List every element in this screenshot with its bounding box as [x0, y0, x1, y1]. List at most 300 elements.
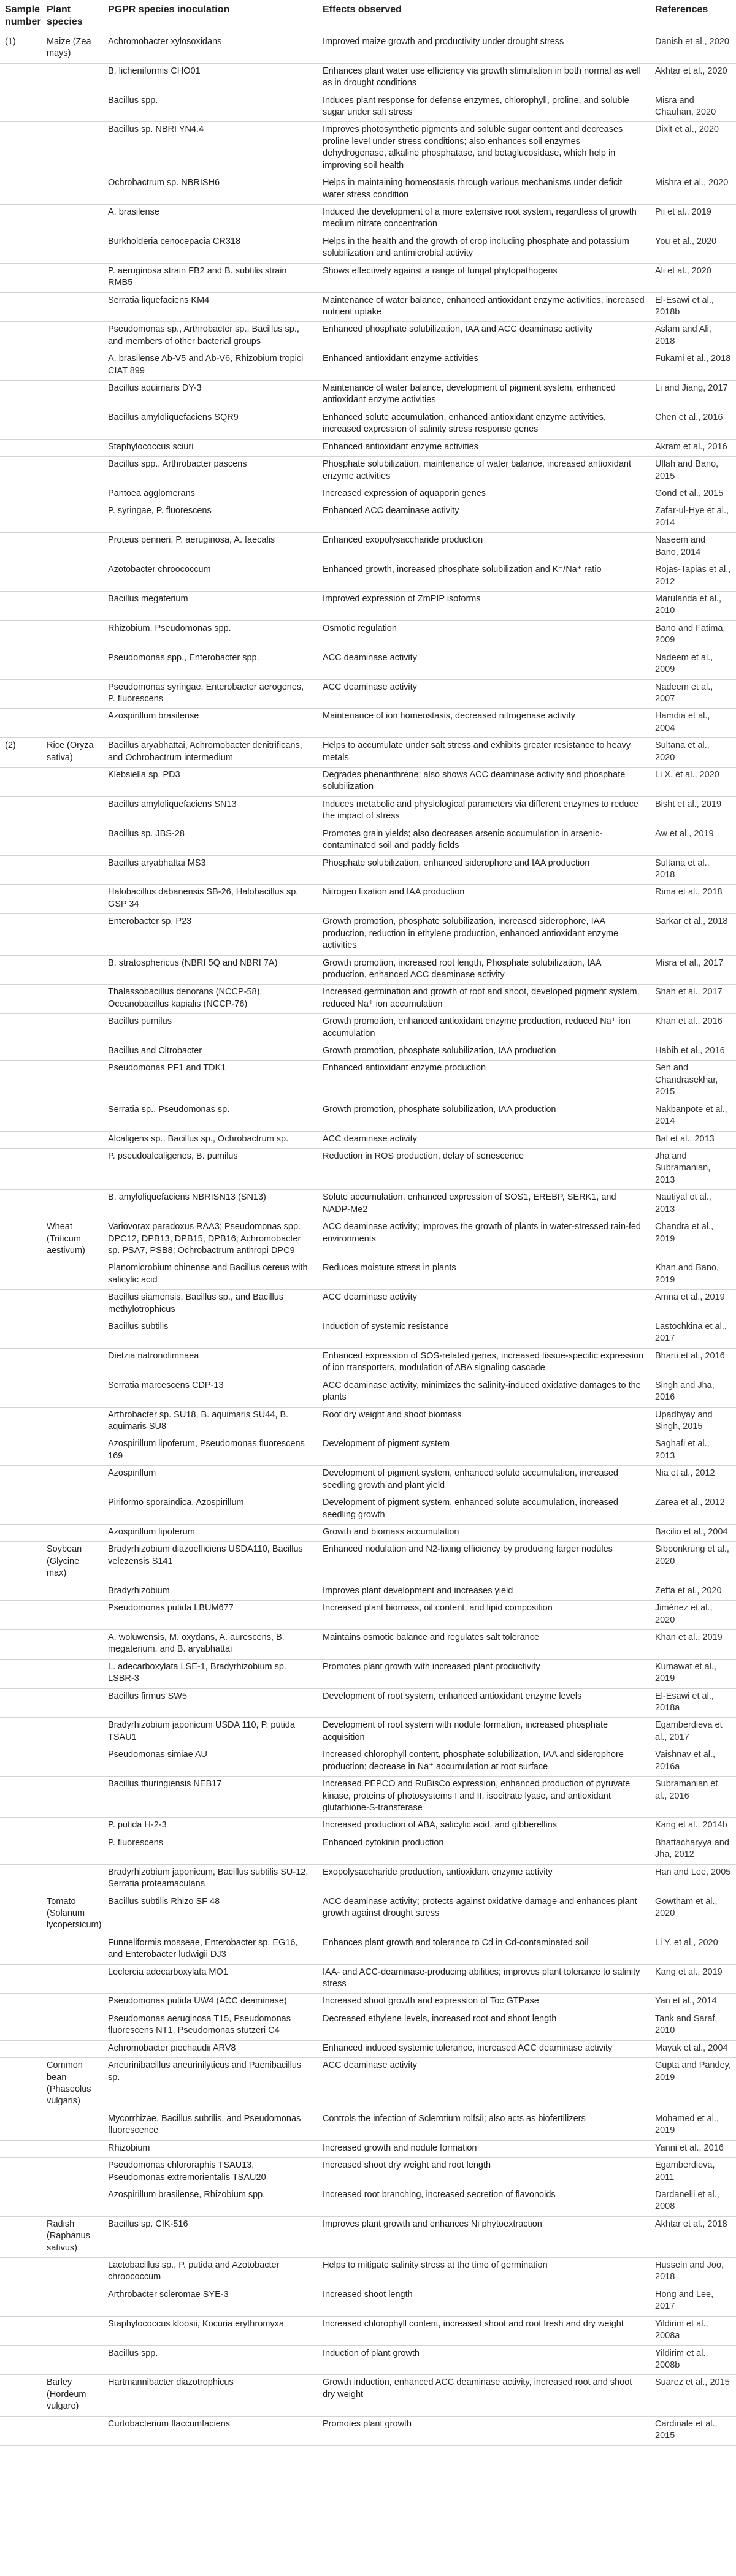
plant-species-cell	[42, 1190, 103, 1219]
table-row	[0, 410, 736, 439]
effects-cell: Growth promotion, phosphate solubilization, IAA production	[318, 1102, 650, 1131]
reference-cell: Khan and Bano, 2019	[650, 1260, 736, 1290]
reference-cell: Amna et al., 2019	[650, 1290, 736, 1319]
plant-species-cell	[42, 1102, 103, 1131]
table-row	[0, 2058, 736, 2111]
table-row	[0, 1102, 736, 1131]
reference-cell: Danish et al., 2020	[650, 34, 736, 63]
effects-cell: ACC deaminase activity; improves the growth of plants in water-stressed rain-fed environments	[318, 1219, 650, 1260]
plant-species-cell	[42, 439, 103, 456]
inoculation-cell: Bacillus firmus SW5	[103, 1688, 318, 1718]
reference-cell: Vaishnav et al., 2016a	[650, 1747, 736, 1777]
effects-cell: Induces plant response for defense enzymes, chlorophyll, proline, and soluble sugar under salt stress	[318, 93, 650, 122]
sample-number-cell	[0, 2058, 42, 2111]
plant-species-cell	[42, 1436, 103, 1466]
inoculation-cell: Bacillus spp.	[103, 93, 318, 122]
inoculation-cell: Hartmannibacter diazotrophicus	[103, 2375, 318, 2416]
effects-cell: ACC deaminase activity	[318, 1290, 650, 1319]
inoculation-cell: P. putida H-2-3	[103, 1818, 318, 1835]
sample-number-cell	[0, 1583, 42, 1600]
plant-species-cell	[42, 955, 103, 985]
effects-cell: Decreased ethylene levels, increased root and shoot length	[318, 2011, 650, 2040]
inoculation-cell: Bacillus subtilis Rhizo SF 48	[103, 1894, 318, 1935]
reference-cell: Sibponkrung et al., 2020	[650, 1542, 736, 1583]
table-row	[0, 1290, 736, 1319]
inoculation-cell: Arthrobacter sp. SU18, B. aquimaris SU44, B. aquimaris SU8	[103, 1407, 318, 1436]
reference-cell: Nautiyal et al., 2013	[650, 1190, 736, 1219]
effects-cell: Development of pigment system, enhanced solute accumulation, increased seedling growth and plant yield	[318, 1466, 650, 1495]
reference-cell: Habib et al., 2016	[650, 1043, 736, 1061]
plant-species-cell	[42, 1935, 103, 1964]
inoculation-cell: Azospirillum brasilense, Rhizobium spp.	[103, 2187, 318, 2216]
plant-species-cell	[42, 410, 103, 439]
sample-number-cell	[0, 2216, 42, 2257]
inoculation-cell: Bacillus amyloliquefaciens SN13	[103, 796, 318, 826]
effects-cell: Increased expression of aquaporin genes	[318, 486, 650, 503]
plant-species-cell	[42, 1407, 103, 1436]
effects-cell: Reduction in ROS production, delay of senescence	[318, 1149, 650, 1190]
table-row	[0, 175, 736, 205]
sample-number-cell	[0, 1290, 42, 1319]
reference-cell: Jha and Subramanian, 2013	[650, 1149, 736, 1190]
sample-number-cell	[0, 1149, 42, 1190]
table-row	[0, 1466, 736, 1495]
effects-cell: Promotes grain yields; also decreases arsenic accumulation in arsenic-contaminated soil and paddy fields	[318, 826, 650, 855]
reference-cell: Rima et al., 2018	[650, 885, 736, 914]
inoculation-cell: Pseudomonas simiae AU	[103, 1747, 318, 1777]
table-row	[0, 2345, 736, 2375]
sample-number-cell	[0, 351, 42, 381]
sample-number-cell	[0, 1542, 42, 1583]
reference-cell: Hong and Lee, 2017	[650, 2287, 736, 2316]
reference-cell: Misra and Chauhan, 2020	[650, 93, 736, 122]
sample-number-cell: (1)	[0, 34, 42, 63]
plant-species-cell: Wheat (Triticum aestivum)	[42, 1219, 103, 1260]
table-row	[0, 2287, 736, 2316]
table-row	[0, 914, 736, 955]
plant-species-cell	[42, 1964, 103, 1994]
sample-number-cell	[0, 2140, 42, 2157]
effects-cell: Growth promotion, phosphate solubilization, IAA production	[318, 1043, 650, 1061]
table-row	[0, 2416, 736, 2445]
sample-number-cell	[0, 768, 42, 797]
sample-number-cell: (2)	[0, 738, 42, 768]
table-row	[0, 34, 736, 63]
table-row	[0, 1190, 736, 1219]
inoculation-cell: Bacillus spp., Arthrobacter pascens	[103, 457, 318, 486]
sample-number-cell	[0, 439, 42, 456]
reference-cell: Subramanian et al., 2016	[650, 1777, 736, 1818]
reference-cell: Akram et al., 2016	[650, 439, 736, 456]
inoculation-cell: Arthrobacter scleromae SYE-3	[103, 2287, 318, 2316]
effects-cell: Development of root system with nodule formation, increased phosphate acquisition	[318, 1718, 650, 1747]
table-row	[0, 1407, 736, 1436]
table-row	[0, 1542, 736, 1583]
plant-species-cell: Soybean (Glycine max)	[42, 1542, 103, 1583]
plant-species-cell	[42, 263, 103, 292]
table-row	[0, 1864, 736, 1894]
inoculation-cell: Leclercia adecarboxylata MO1	[103, 1964, 318, 1994]
table-row	[0, 1688, 736, 1718]
effects-cell: Solute accumulation, enhanced expression of SOS1, EREBP, SERK1, and NADP-Me2	[318, 1190, 650, 1219]
plant-species-cell	[42, 1994, 103, 2011]
plant-species-cell	[42, 1466, 103, 1495]
table-row	[0, 1964, 736, 1994]
inoculation-cell: Proteus penneri, P. aeruginosa, A. faecalis	[103, 533, 318, 562]
effects-cell: Growth and biomass accumulation	[318, 1524, 650, 1541]
inoculation-cell: Enterobacter sp. P23	[103, 914, 318, 955]
reference-cell: Gupta and Pandey, 2019	[650, 2058, 736, 2111]
effects-cell: Growth promotion, increased root length, Phosphate solubilization, IAA production, enhanced ACC deaminase activity	[318, 955, 650, 985]
effects-cell: Increased plant biomass, oil content, and lipid composition	[318, 1601, 650, 1630]
reference-cell: Li and Jiang, 2017	[650, 381, 736, 410]
effects-cell: Exopolysaccharide production, antioxidant enzyme activity	[318, 1864, 650, 1894]
sample-number-cell	[0, 234, 42, 263]
plant-species-cell	[42, 1777, 103, 1818]
plant-species-cell	[42, 768, 103, 797]
sample-number-cell	[0, 63, 42, 93]
reference-cell: Shah et al., 2017	[650, 985, 736, 1014]
sample-number-cell	[0, 2158, 42, 2187]
reference-cell: Akhtar et al., 2018	[650, 2216, 736, 2257]
sample-number-cell	[0, 591, 42, 620]
reference-cell: Yanni et al., 2016	[650, 2140, 736, 2157]
table-row	[0, 679, 736, 709]
inoculation-cell: Aneurinibacillus aneurinilyticus and Paenibacillus sp.	[103, 2058, 318, 2111]
effects-cell: Enhanced nodulation and N2-fixing efficiency by producing larger nodules	[318, 1542, 650, 1583]
sample-number-cell	[0, 1495, 42, 1525]
reference-cell: You et al., 2020	[650, 234, 736, 263]
table-row	[0, 1149, 736, 1190]
sample-number-cell	[0, 263, 42, 292]
sample-number-cell	[0, 1835, 42, 1864]
inoculation-cell: Serratia liquefaciens KM4	[103, 292, 318, 322]
sample-number-cell	[0, 533, 42, 562]
plant-species-cell	[42, 885, 103, 914]
effects-cell: Enhanced phosphate solubilization, IAA and ACC deaminase activity	[318, 322, 650, 351]
effects-cell: Induction of plant growth	[318, 2345, 650, 2375]
inoculation-cell: Pseudomonas PF1 and TDK1	[103, 1061, 318, 1102]
effects-cell: Degrades phenanthrene; also shows ACC deaminase activity and phosphate solubilization	[318, 768, 650, 797]
table-row	[0, 1043, 736, 1061]
header-effects: Effects observed	[318, 0, 650, 34]
table-row	[0, 826, 736, 855]
plant-species-cell	[42, 914, 103, 955]
plant-species-cell	[42, 1014, 103, 1043]
inoculation-cell: Staphylococcus sciuri	[103, 439, 318, 456]
reference-cell: Yan et al., 2014	[650, 1994, 736, 2011]
sample-number-cell	[0, 410, 42, 439]
table-row	[0, 1219, 736, 1260]
reference-cell: Naseem and Bano, 2014	[650, 533, 736, 562]
plant-species-cell	[42, 591, 103, 620]
inoculation-cell: Achromobacter piechaudii ARV8	[103, 2040, 318, 2057]
table-row	[0, 292, 736, 322]
inoculation-cell: B. stratosphericus (NBRI 5Q and NBRI 7A)	[103, 955, 318, 985]
table-row	[0, 93, 736, 122]
inoculation-cell: Dietzia natronolimnaea	[103, 1348, 318, 1378]
inoculation-cell: Azospirillum	[103, 1466, 318, 1495]
plant-species-cell	[42, 1290, 103, 1319]
inoculation-cell: Pantoea agglomerans	[103, 486, 318, 503]
inoculation-cell: Pseudomonas aeruginosa T15, Pseudomonas fluorescens NT1, Pseudomonas stutzeri C4	[103, 2011, 318, 2040]
table-row	[0, 955, 736, 985]
effects-cell: Phosphate solubilization, maintenance of water balance, increased antioxidant enzyme activities	[318, 457, 650, 486]
plant-species-cell	[42, 1718, 103, 1747]
header-inoculation: PGPR species inoculation	[103, 0, 318, 34]
sample-number-cell	[0, 826, 42, 855]
effects-cell: Increased PEPCO and RuBisCo expression, enhanced production of pyruvate kinase, proteins of photosystems I and II, isocitrate lyase, and antioxidant glutathione-S-transferase	[318, 1777, 650, 1818]
effects-cell: Shows effectively against a range of fungal phytopathogens	[318, 263, 650, 292]
effects-cell: Controls the infection of Sclerotium rolfsii; also acts as biofertilizers	[318, 2111, 650, 2140]
reference-cell: El-Esawi et al., 2018b	[650, 292, 736, 322]
table-row	[0, 1319, 736, 1349]
inoculation-cell: Halobacillus dabanensis SB-26, Halobacillus sp. GSP 34	[103, 885, 318, 914]
sample-number-cell	[0, 1131, 42, 1148]
reference-cell: Yildirim et al., 2008a	[650, 2316, 736, 2345]
inoculation-cell: Bacillus sp. NBRI YN4.4	[103, 122, 318, 175]
inoculation-cell: Pseudomonas putida LBUM677	[103, 1601, 318, 1630]
inoculation-cell: Bacillus pumilus	[103, 1014, 318, 1043]
inoculation-cell: Bacillus thuringiensis NEB17	[103, 1777, 318, 1818]
plant-species-cell	[42, 322, 103, 351]
plant-species-cell	[42, 503, 103, 533]
plant-species-cell	[42, 826, 103, 855]
sample-number-cell	[0, 2040, 42, 2057]
table-row	[0, 1935, 736, 1964]
sample-number-cell	[0, 1190, 42, 1219]
table-row	[0, 457, 736, 486]
table-row	[0, 650, 736, 679]
sample-number-cell	[0, 1014, 42, 1043]
table-row	[0, 620, 736, 650]
table-row	[0, 1718, 736, 1747]
sample-number-cell	[0, 457, 42, 486]
plant-species-cell	[42, 93, 103, 122]
effects-cell: Enhanced expression of SOS-related genes, increased tissue-specific expression of ion transporters, modulation of ABA signaling cascade	[318, 1348, 650, 1378]
sample-number-cell	[0, 679, 42, 709]
inoculation-cell: L. adecarboxylata LSE-1, Bradyrhizobium sp. LSBR-3	[103, 1659, 318, 1688]
plant-species-cell: Maize (Zea mays)	[42, 34, 103, 63]
table-row	[0, 486, 736, 503]
plant-species-cell	[42, 1835, 103, 1864]
plant-species-cell	[42, 2111, 103, 2140]
sample-number-cell	[0, 93, 42, 122]
plant-species-cell	[42, 1688, 103, 1718]
table-row	[0, 2111, 736, 2140]
table-row	[0, 1894, 736, 1935]
plant-species-cell	[42, 381, 103, 410]
reference-cell: Dardanelli et al., 2008	[650, 2187, 736, 2216]
sample-number-cell	[0, 709, 42, 738]
plant-species-cell: Rice (Oryza sativa)	[42, 738, 103, 768]
inoculation-cell: Bacillus aquimaris DY-3	[103, 381, 318, 410]
table-row	[0, 263, 736, 292]
table-row	[0, 2216, 736, 2257]
table-row	[0, 122, 736, 175]
sample-number-cell	[0, 1102, 42, 1131]
reference-cell: Yildirim et al., 2008b	[650, 2345, 736, 2375]
reference-cell: Lastochkina et al., 2017	[650, 1319, 736, 1349]
reference-cell: Rojas-Tapias et al., 2012	[650, 562, 736, 592]
plant-species-cell: Tomato (Solanum lycopersicum)	[42, 1894, 103, 1935]
inoculation-cell: Azospirillum brasilense	[103, 709, 318, 738]
sample-number-cell	[0, 175, 42, 205]
reference-cell: Marulanda et al., 2010	[650, 591, 736, 620]
table-row	[0, 768, 736, 797]
reference-cell: Gond et al., 2015	[650, 486, 736, 503]
table-row	[0, 1747, 736, 1777]
inoculation-cell: Variovorax paradoxus RAA3; Pseudomonas spp. DPC12, DPB13, DPB15, DPB16; Achromobacter sp. PSA7, PSB8; Ochrobactrum anthropi DPC9	[103, 1219, 318, 1260]
effects-cell: Osmotic regulation	[318, 620, 650, 650]
reference-cell: Bal et al., 2013	[650, 1131, 736, 1148]
plant-species-cell	[42, 234, 103, 263]
effects-cell: ACC deaminase activity	[318, 2058, 650, 2111]
reference-cell: Kumawat et al., 2019	[650, 1659, 736, 1688]
inoculation-cell: Bacillus sp. JBS-28	[103, 826, 318, 855]
plant-species-cell	[42, 1629, 103, 1659]
effects-cell: Induces metabolic and physiological parameters via different enzymes to reduce the impact of stress	[318, 796, 650, 826]
plant-species-cell	[42, 2258, 103, 2287]
table-row	[0, 1818, 736, 1835]
reference-cell: Jiménez et al., 2020	[650, 1601, 736, 1630]
plant-species-cell	[42, 1131, 103, 1148]
inoculation-cell: Pseudomonas spp., Enterobacter spp.	[103, 650, 318, 679]
effects-cell: Development of pigment system, enhanced solute accumulation, increased seedling growth	[318, 1495, 650, 1525]
plant-species-cell	[42, 1348, 103, 1378]
inoculation-cell: Bacillus siamensis, Bacillus sp., and Bacillus methylotrophicus	[103, 1290, 318, 1319]
sample-number-cell	[0, 2011, 42, 2040]
reference-cell: Aslam and Ali, 2018	[650, 322, 736, 351]
effects-cell: ACC deaminase activity, minimizes the salinity-induced oxidative damages to the plants	[318, 1378, 650, 1407]
header-references: References	[650, 0, 736, 34]
plant-species-cell	[42, 985, 103, 1014]
effects-cell: ACC deaminase activity	[318, 679, 650, 709]
table-row	[0, 1835, 736, 1864]
effects-cell: Helps in maintaining homeostasis through various mechanisms under deficit water stress condition	[318, 175, 650, 205]
inoculation-cell: Pseudomonas sp., Arthrobacter sp., Bacillus sp., and members of other bacterial groups	[103, 322, 318, 351]
reference-cell: Bharti et al., 2016	[650, 1348, 736, 1378]
sample-number-cell	[0, 1524, 42, 1541]
effects-cell: Enhanced solute accumulation, enhanced antioxidant enzyme activities, increased expression of salinity stress response genes	[318, 410, 650, 439]
plant-species-cell	[42, 1583, 103, 1600]
sample-number-cell	[0, 1219, 42, 1260]
sample-number-cell	[0, 2375, 42, 2416]
plant-species-cell	[42, 2140, 103, 2157]
reference-cell: Kang et al., 2014b	[650, 1818, 736, 1835]
sample-number-cell	[0, 885, 42, 914]
reference-cell: Singh and Jha, 2016	[650, 1378, 736, 1407]
reference-cell: Chandra et al., 2019	[650, 1219, 736, 1260]
plant-species-cell	[42, 2316, 103, 2345]
table-row	[0, 2258, 736, 2287]
inoculation-cell: Pseudomonas syringae, Enterobacter aerogenes, P. fluorescens	[103, 679, 318, 709]
header-sample-number: Sample number	[0, 0, 42, 34]
effects-cell: Maintains osmotic balance and regulates salt tolerance	[318, 1629, 650, 1659]
inoculation-cell: Alcaligens sp., Bacillus sp., Ochrobactrum sp.	[103, 1131, 318, 1148]
inoculation-cell: Bacillus spp.	[103, 2345, 318, 2375]
inoculation-cell: Bacillus subtilis	[103, 1319, 318, 1349]
inoculation-cell: Bacillus amyloliquefaciens SQR9	[103, 410, 318, 439]
reference-cell: Cardinale et al., 2015	[650, 2416, 736, 2445]
table-row	[0, 985, 736, 1014]
plant-species-cell	[42, 650, 103, 679]
plant-species-cell	[42, 533, 103, 562]
table-row	[0, 562, 736, 592]
plant-species-cell	[42, 292, 103, 322]
plant-species-cell	[42, 1818, 103, 1835]
table-row	[0, 1524, 736, 1541]
reference-cell: Li Y. et al., 2020	[650, 1935, 736, 1964]
table-row	[0, 439, 736, 456]
plant-species-cell	[42, 1495, 103, 1525]
reference-cell: Bisht et al., 2019	[650, 796, 736, 826]
plant-species-cell	[42, 486, 103, 503]
effects-cell: Enhanced induced systemic tolerance, increased ACC deaminase activity	[318, 2040, 650, 2057]
inoculation-cell: Pseudomonas putida UW4 (ACC deaminase)	[103, 1994, 318, 2011]
effects-cell: Enhanced antioxidant enzyme activities	[318, 439, 650, 456]
plant-species-cell	[42, 1378, 103, 1407]
sample-number-cell	[0, 1718, 42, 1747]
inoculation-cell: A. woluwensis, M. oxydans, A. aurescens, B. megaterium, and B. aryabhattai	[103, 1629, 318, 1659]
table-row	[0, 1994, 736, 2011]
reference-cell: El-Esawi et al., 2018a	[650, 1688, 736, 1718]
table-row	[0, 1659, 736, 1688]
effects-cell: Improved expression of ZmPIP isoforms	[318, 591, 650, 620]
inoculation-cell: Bradyrhizobium diazoefficiens USDA110, Bacillus velezensis S141	[103, 1542, 318, 1583]
reference-cell: Khan et al., 2019	[650, 1629, 736, 1659]
reference-cell: Li X. et al., 2020	[650, 768, 736, 797]
plant-species-cell	[42, 122, 103, 175]
effects-cell: Promotes plant growth	[318, 2416, 650, 2445]
plant-species-cell	[42, 63, 103, 93]
plant-species-cell	[42, 2011, 103, 2040]
sample-number-cell	[0, 122, 42, 175]
plant-species-cell: Common bean (Phaseolus vulgaris)	[42, 2058, 103, 2111]
sample-number-cell	[0, 562, 42, 592]
inoculation-cell: P. fluorescens	[103, 1835, 318, 1864]
inoculation-cell: Azotobacter chroococcum	[103, 562, 318, 592]
inoculation-cell: P. syringae, P. fluorescens	[103, 503, 318, 533]
inoculation-cell: Bradyrhizobium japonicum USDA 110, P. putida TSAU1	[103, 1718, 318, 1747]
reference-cell: Gowtham et al., 2020	[650, 1894, 736, 1935]
reference-cell: Egamberdieva, 2011	[650, 2158, 736, 2187]
plant-species-cell	[42, 855, 103, 885]
inoculation-cell: P. pseudoalcaligenes, B. pumilus	[103, 1149, 318, 1190]
inoculation-cell: Bradyrhizobium japonicum, Bacillus subtilis SU-12, Serratia proteamaculans	[103, 1864, 318, 1894]
reference-cell: Nadeem et al., 2009	[650, 650, 736, 679]
effects-cell: Enhanced ACC deaminase activity	[318, 503, 650, 533]
effects-cell: Increased chlorophyll content, increased shoot and root fresh and dry weight	[318, 2316, 650, 2345]
sample-number-cell	[0, 620, 42, 650]
table-row	[0, 1436, 736, 1466]
table-row	[0, 1583, 736, 1600]
effects-cell: Increased shoot growth and expression of Toc GTPase	[318, 1994, 650, 2011]
reference-cell: Chen et al., 2016	[650, 410, 736, 439]
sample-number-cell	[0, 1777, 42, 1818]
reference-cell: Mishra et al., 2020	[650, 175, 736, 205]
table-row	[0, 234, 736, 263]
reference-cell: Nadeem et al., 2007	[650, 679, 736, 709]
table-row	[0, 63, 736, 93]
effects-cell: Nitrogen fixation and IAA production	[318, 885, 650, 914]
reference-cell: Zafar-ul-Hye et al., 2014	[650, 503, 736, 533]
plant-species-cell	[42, 175, 103, 205]
effects-cell: Enhances plant growth and tolerance to Cd in Cd-contaminated soil	[318, 1935, 650, 1964]
inoculation-cell: Bradyrhizobium	[103, 1583, 318, 1600]
inoculation-cell: Bacillus aryabhattai, Achromobacter denitrificans, and Ochrobactrum intermedium	[103, 738, 318, 768]
sample-number-cell	[0, 1601, 42, 1630]
